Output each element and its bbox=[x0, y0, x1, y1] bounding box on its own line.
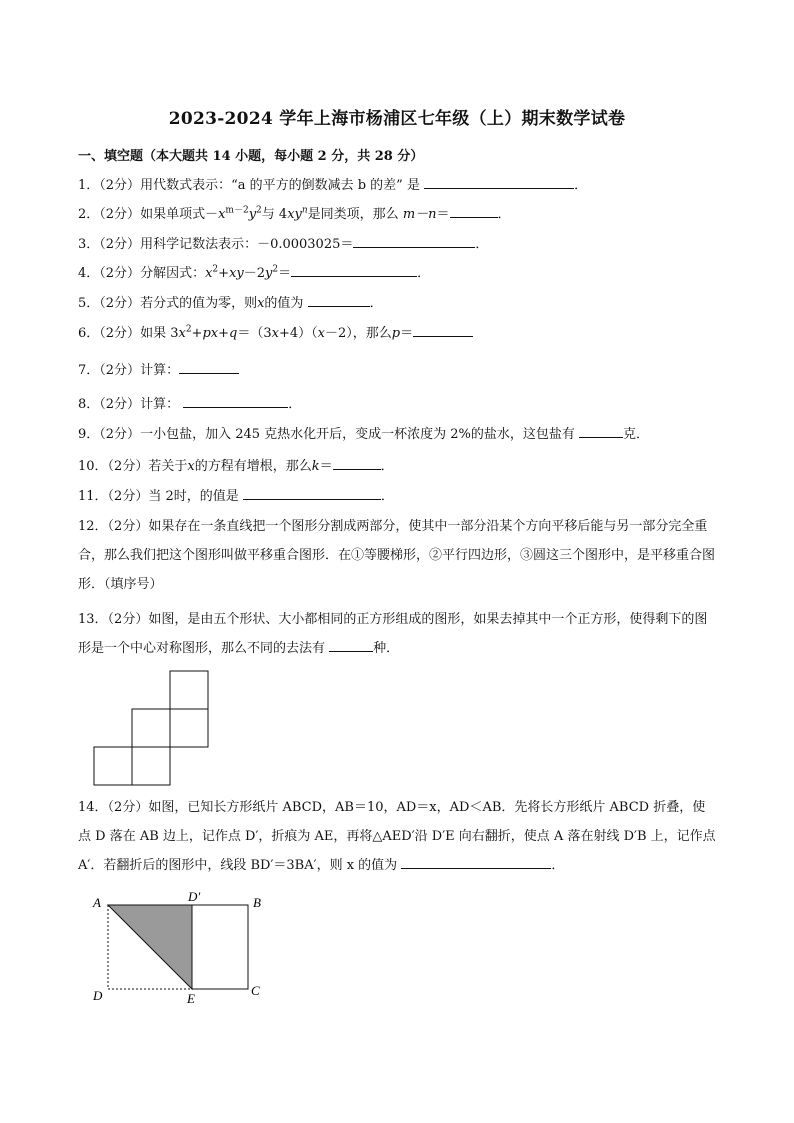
q-number: 9． bbox=[78, 427, 100, 442]
answer-blank[interactable] bbox=[353, 235, 475, 248]
label-Dp: D′ bbox=[188, 889, 201, 904]
answer-blank[interactable] bbox=[450, 205, 498, 218]
exam-title: 2023-2024 学年上海市杨浦区七年级（上）期末数学试卷 bbox=[168, 109, 626, 129]
q-number: 14． bbox=[78, 800, 108, 815]
answer-blank[interactable] bbox=[579, 425, 623, 438]
q-score: （2分） bbox=[107, 800, 149, 815]
q-score: （2分） bbox=[99, 266, 141, 281]
q-number: 11． bbox=[78, 489, 108, 504]
square bbox=[132, 709, 170, 747]
q-number: 8． bbox=[78, 397, 100, 412]
answer-blank[interactable] bbox=[183, 395, 288, 408]
question-13: 13．（2分）如图，是由五个形状、大小都相同的正方形组成的图形，如果去掉其中一个正方形，使得剩下的图形是一个中心对称图形，那么不同的去法有 种． bbox=[78, 612, 708, 656]
question-10: 10．（2分）若关于x的方程有增根，那么k＝ ． bbox=[78, 459, 394, 474]
q-number: 6． bbox=[78, 326, 100, 341]
q-number: 4． bbox=[78, 266, 100, 281]
q-score: （2分） bbox=[107, 612, 149, 627]
square bbox=[170, 671, 208, 709]
q-number: 7． bbox=[78, 363, 100, 378]
square bbox=[132, 747, 170, 785]
q-score: （2分） bbox=[99, 427, 141, 442]
label-A: A bbox=[93, 895, 101, 910]
q-number: 13． bbox=[78, 612, 108, 627]
question-11: 11．（2分）当 2时，的值是 ． bbox=[78, 489, 394, 504]
q-text: 用代数式表示：“a 的平方的倒数减去 b 的差” 是 bbox=[140, 178, 420, 193]
q-number: 3． bbox=[78, 237, 100, 252]
answer-blank[interactable] bbox=[243, 487, 381, 500]
answer-blank[interactable] bbox=[401, 856, 551, 869]
answer-blank[interactable] bbox=[413, 324, 473, 337]
q-number: 12． bbox=[78, 519, 108, 534]
question-6: 6．（2分）如果 $3x^2+px+q=(3x+4)(x-2)$，那么p＝ bbox=[78, 324, 473, 342]
answer-blank[interactable] bbox=[291, 264, 417, 277]
q-score: （2分） bbox=[99, 207, 141, 222]
question-12: 12．（2分）如果存在一条直线把一个图形分割成两部分，使其中一部分沿某个方向平移后能与另一部分完全重合，那么我们把这个图形叫做平移重合图形．在①等腰梯形，②平行四边形，③圆这三个图形中，是平移重合图形．（填序号） bbox=[78, 519, 716, 592]
q-number: 5． bbox=[78, 296, 100, 311]
question-9: 9．（2分）一小包盐，加入 245 克热水化开后，变成一杯浓度为 2%的盐水，这包盐有 克． bbox=[78, 427, 650, 442]
label-E: E bbox=[187, 991, 195, 1006]
rectangle-DpBCE bbox=[192, 905, 248, 989]
shaded-triangle bbox=[108, 905, 192, 989]
q-score: （2分） bbox=[99, 178, 141, 193]
q-score: （2分） bbox=[99, 397, 141, 412]
q-score: （2分） bbox=[99, 237, 141, 252]
answer-blank[interactable] bbox=[329, 639, 373, 652]
figure-13-squares bbox=[90, 668, 215, 788]
q-score: （2分） bbox=[99, 363, 141, 378]
question-14: 14．（2分）如图，已知长方形纸片 ABCD，AB＝10，AD＝x，AD＜AB．先将长方形纸片 ABCD 折叠，使点 D 落在 AB 边上，记作点 D′，折痕为 AE，再将△AED′沿 D′E 向右翻折，使点 A 落在射线 D′B 上，记作点 A′．若翻折后的图形中，线段 BD′＝3BA′，则 x 的值为 ． bbox=[78, 800, 716, 873]
answer-blank[interactable] bbox=[308, 294, 370, 307]
q-score: （2分） bbox=[99, 296, 141, 311]
label-B: B bbox=[253, 895, 261, 910]
figure-14-folded-rectangle bbox=[88, 888, 278, 1006]
question-3: 3．（2分）用科学记数法表示：－0.0003025＝ ． bbox=[78, 237, 489, 252]
question-8: 8．（2分）计算： ． bbox=[78, 397, 302, 412]
answer-blank[interactable] bbox=[333, 457, 381, 470]
q-number: 10． bbox=[78, 459, 108, 474]
q-score: （2分） bbox=[107, 489, 149, 504]
answer-blank[interactable] bbox=[179, 361, 239, 374]
label-D: D bbox=[93, 988, 103, 1003]
square bbox=[94, 747, 132, 785]
question-7: 7．（2分）计算： bbox=[78, 361, 239, 379]
square bbox=[170, 709, 208, 747]
question-1: 1．（2分）用代数式表示：“a 的平方的倒数减去 b 的差” 是 ． bbox=[78, 178, 588, 193]
section-heading-fill-blank: 一、填空题（本大题共 14 小题，每小题 2 分，共 28 分） bbox=[78, 149, 424, 164]
q-number: 1． bbox=[78, 178, 100, 193]
q-score: （2分） bbox=[107, 459, 149, 474]
answer-blank[interactable] bbox=[424, 176, 574, 189]
q-score: （2分） bbox=[107, 519, 149, 534]
q-score: （2分） bbox=[99, 326, 141, 341]
label-C: C bbox=[251, 983, 260, 998]
question-5: 5．（2分）若分式的值为零，则x的值为 ． bbox=[78, 296, 383, 311]
q-number: 2． bbox=[78, 207, 100, 222]
question-2: 2．（2分）如果单项式$-x^{m-2}y^2$与 $4xy^n$是同类项，那么 m－n＝ ． bbox=[78, 205, 511, 222]
question-4: 4．（2分）分解因式：$x^2+xy-2y^2=$ ． bbox=[78, 264, 431, 281]
